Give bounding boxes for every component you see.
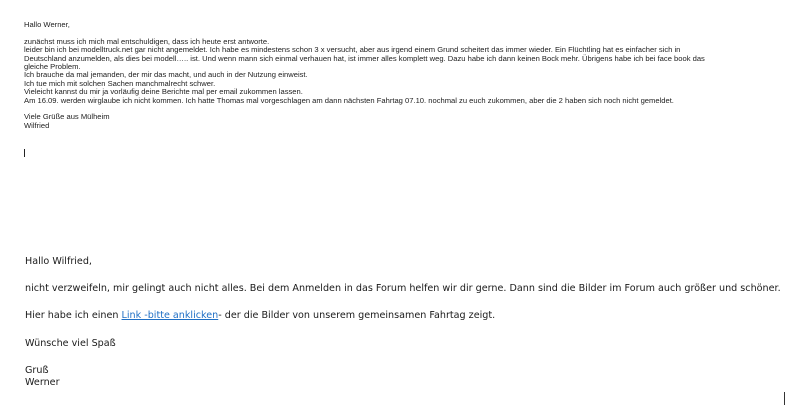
- quoted-line: gleiche Problem.: [24, 62, 81, 72]
- quoted-line: leider bin ich bei modelltruck.net gar nicht angemeldet. Ich habe es mindestens schon 3 x versucht, aber aus irgend einem Grund scheitert das immer wieder. Ein Flüchtling hat es einfacher sich in: [24, 45, 681, 55]
- quoted-email: [24, 21, 794, 130]
- reply-paragraph-link: [25, 310, 495, 321]
- text-cursor[interactable]: [24, 149, 25, 157]
- text-cursor[interactable]: [784, 392, 785, 405]
- quoted-line: Ich tue mich mit solchen Sachen manchmalrecht schwer.: [24, 78, 216, 88]
- reply-closing: Gruß: [25, 365, 49, 376]
- reply-greeting: Hallo Wilfried,: [25, 256, 92, 267]
- quoted-closing: Viele Grüße aus Mülheim: [24, 112, 110, 122]
- gallery-link[interactable]: Link -bitte anklicken: [121, 310, 219, 321]
- quoted-line: Deutschland anzumelden, als dies bei modell….. ist. Und wenn mann sich einmal verhauen hat, ist immer alles komplett weg. Dazu habe ich dann keinen Bock mehr. Übrigens habe ich bei face book das: [24, 53, 705, 63]
- quoted-line: Vieleicht kannst du mir ja vorläufig deine Berichte mal per email zukommen lassen.: [24, 87, 303, 97]
- quoted-greeting: Hallo Werner,: [24, 20, 70, 29]
- reply-wish: Wünsche viel Spaß: [25, 338, 116, 349]
- quoted-line: zunächst muss ich mich mal entschuldigen, dass ich heute erst antworte.: [24, 36, 270, 46]
- quoted-line: Am 16.09. werden wirglaube ich nicht kommen. Ich hatte Thomas mal vorgeschlagen am dann nächsten Fahrtag 07.10. nochmal zu euch zukommen, aber die 2 haben sich noch nicht gemeldet.: [24, 95, 674, 105]
- quoted-line: Ich brauche da mal jemanden, der mir das macht, und auch in der Nutzung einweist.: [24, 70, 308, 80]
- reply-paragraph: nicht verzweifeln, mir gelingt auch nicht alles. Bei dem Anmelden in das Forum helfen wir dir gerne. Dann sind die Bilder im Forum auch größer und schöner.: [25, 283, 781, 294]
- quoted-spacer: [24, 105, 794, 113]
- reply-text: Hier habe ich einen: [25, 310, 122, 321]
- reply-signature: Werner: [25, 377, 60, 388]
- reply-text: - der die Bilder von unserem gemeinsamen Fahrtag zeigt.: [218, 310, 496, 321]
- quoted-signature: Wilfried: [24, 120, 50, 130]
